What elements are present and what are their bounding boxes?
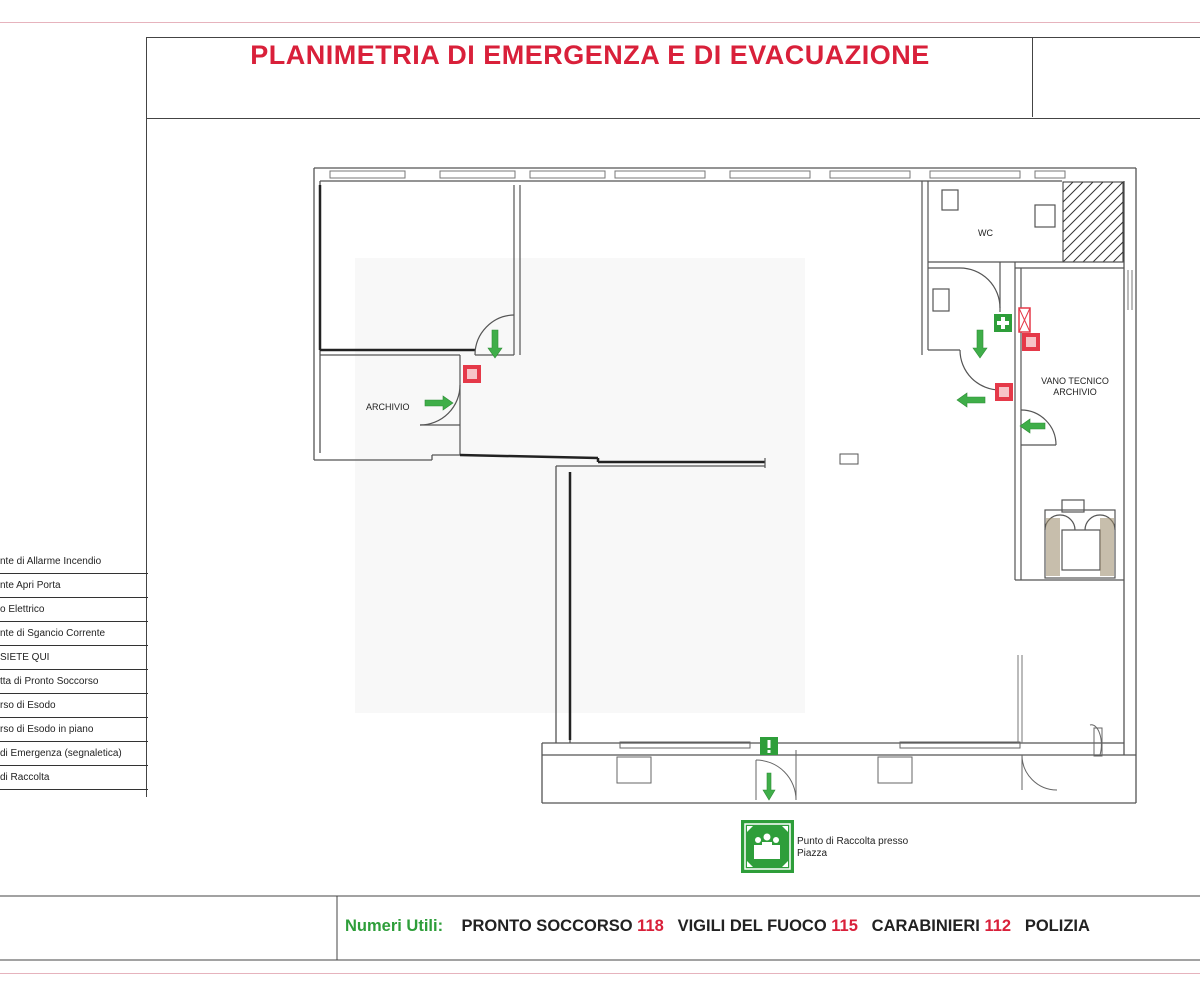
carabinieri-label: CARABINIERI [871, 917, 980, 935]
room-label-wc: WC [978, 228, 993, 238]
legend-item: nte di Sgancio Corrente [0, 622, 148, 646]
legend-item: di Emergenza (segnaletica) [0, 742, 148, 766]
emergency-exit-icon [760, 737, 778, 755]
page-title: PLANIMETRIA DI EMERGENZA E DI EVACUAZIONE [250, 40, 930, 70]
legend-item: rso di Esodo in piano [0, 718, 148, 742]
vigili-number: 115 [831, 917, 858, 935]
useful-numbers [345, 917, 1090, 936]
assembly-point-icon [741, 820, 794, 873]
first-aid-icon [994, 314, 1012, 332]
legend-item: rso di Esodo [0, 694, 148, 718]
assembly-line2: Piazza [797, 848, 828, 859]
legend-item: di Raccolta [0, 766, 148, 790]
legend-item: tta di Pronto Soccorso [0, 670, 148, 694]
legend-item: nte Apri Porta [0, 574, 148, 598]
pronto-soccorso-number: 118 [637, 917, 664, 935]
room-label-archivio: ARCHIVIO [366, 402, 410, 412]
room-label-vano-tecnico [1030, 376, 1120, 398]
carabinieri-number: 112 [984, 917, 1012, 935]
useful-numbers-label: Numeri Utili: [345, 917, 444, 935]
assembly-point-label [797, 836, 908, 860]
assembly-line1: Punto di Raccolta presso [797, 836, 909, 847]
room-label-vano-line2: ARCHIVIO [1053, 387, 1097, 397]
legend-item: SIETE QUI [0, 646, 148, 670]
legend-item: o Elettrico [0, 598, 148, 622]
legend-item: nte di Allarme Incendio [0, 550, 148, 574]
room-label-vano-line1: VANO TECNICO [1041, 376, 1109, 386]
vigili-label: VIGILI DEL FUOCO [677, 917, 827, 935]
pronto-soccorso-label: PRONTO SOCCORSO [461, 917, 633, 935]
polizia-label: POLIZIA [1024, 917, 1090, 935]
